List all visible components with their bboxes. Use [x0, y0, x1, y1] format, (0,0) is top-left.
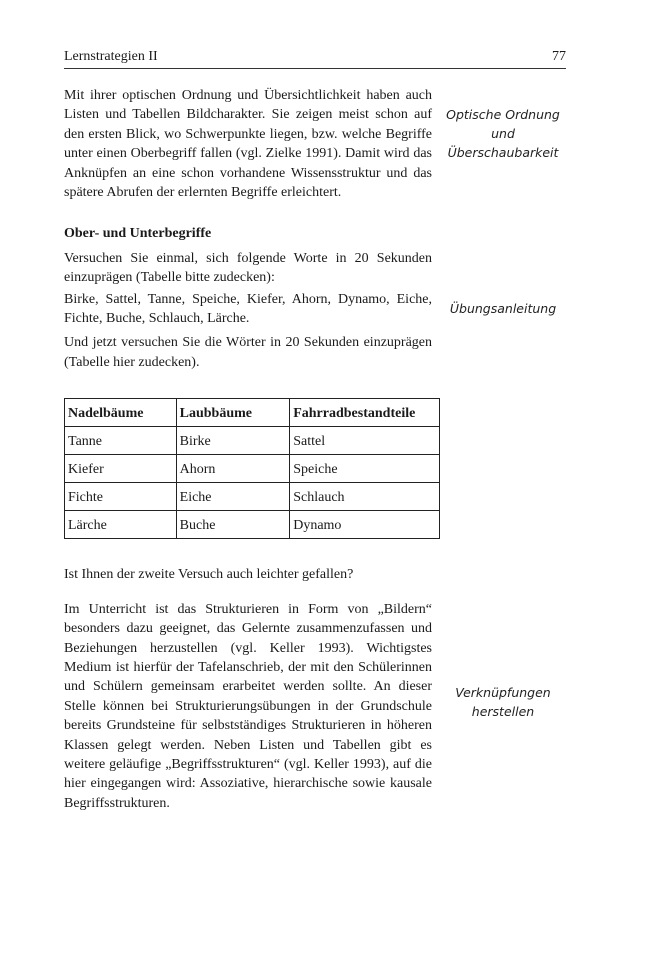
margin-note-line: und — [491, 126, 515, 141]
page-number: 77 — [552, 49, 566, 64]
section-heading: Ober- und Unterbegriffe — [64, 226, 212, 242]
table-cell: Lärche — [65, 511, 177, 539]
table-row — [65, 427, 440, 455]
margin-note-line: Verknüpfungen — [455, 685, 551, 700]
table-cell: Kiefer — [65, 455, 177, 483]
margin-note-exercise — [428, 299, 578, 318]
table-cell: Birke — [176, 427, 290, 455]
margin-note-line: Optische Ordnung — [446, 107, 560, 122]
table-cell: Sattel — [290, 427, 440, 455]
table-header-row — [65, 399, 440, 427]
table-row — [65, 511, 440, 539]
margin-note-optical-order — [428, 105, 578, 162]
table-header-cell: Fahrradbestandteile — [290, 399, 440, 427]
table-cell: Tanne — [65, 427, 177, 455]
margin-note-line: Überschaubarkeit — [447, 145, 559, 160]
margin-note-connections — [428, 683, 578, 721]
table-cell: Eiche — [176, 483, 290, 511]
running-header — [64, 48, 566, 69]
table-cell: Fichte — [65, 483, 177, 511]
table-row — [65, 455, 440, 483]
main-text-column — [64, 86, 432, 813]
word-list: Birke, Sattel, Tanne, Speiche, Kiefer, Ahorn, Dynamo, Eiche, Fichte, Buche, Schlauch, Lärche. — [64, 291, 432, 327]
body-paragraph: Im Unterricht ist das Strukturieren in Form von „Bildern“ besonders dazu geeignet, das Gelernte zusammenzufassen und Beziehungen herzustellen (vgl. Keller 1993). Wichtigstes Medium ist hierfür der Tafelanschrieb, der mit den Schülerinnen und Schülern gemeinsam erarbeitet werden sollte. An dieser Stelle können bei Strukturierungsübungen in der Grundschule bereits Grundsteine für selbstständiges Strukturieren in höheren Klassen gelegt werden. Neben Listen und Tabellen gibt es weitere geläufige „Begriffsstrukturen“ (vgl. Keller 1993), auf die hier eingegangen wird: Assoziative, hierarchische sowie kausale Begriffsstrukturen. — [64, 601, 432, 811]
table-cell: Buche — [176, 511, 290, 539]
intro-paragraph: Mit ihrer optischen Ordnung und Übersichtlichkeit haben auch Listen und Tabellen Bildcharakter. Sie zeigen meist schon auf den ersten Blick, wo Schwerpunkte liegen, bzw. welche Begriffe unter einen Oberbegriff fallen (vgl. Zielke 1991). Damit wird das Anknüpfen an eine schon vorhandene Wissensstruktur und das spätere Abrufen der erlernten Begriffe erleichtert. — [64, 88, 432, 201]
chapter-title: Lernstrategien II — [64, 49, 158, 64]
margin-note-line: herstellen — [471, 704, 535, 719]
table-cell: Schlauch — [290, 483, 440, 511]
table-cell: Speiche — [290, 455, 440, 483]
table-cell: Dynamo — [290, 511, 440, 539]
table-header-cell: Laubbäume — [176, 399, 290, 427]
category-table — [64, 398, 440, 539]
table-header-cell: Nadelbäume — [65, 399, 177, 427]
table-cell: Ahorn — [176, 455, 290, 483]
table-row — [65, 483, 440, 511]
instruction-paragraph: Versuchen Sie einmal, sich folgende Worte in 20 Sekunden einzuprägen (Tabelle bitte zudecken): — [64, 250, 432, 286]
margin-note-line: Übungsanleitung — [449, 301, 557, 316]
question-paragraph: Ist Ihnen der zweite Versuch auch leichter gefallen? — [64, 567, 354, 583]
instruction-paragraph-2: Und jetzt versuchen Sie die Wörter in 20 Sekunden einzuprägen (Tabelle hier zudecken). — [64, 335, 432, 370]
